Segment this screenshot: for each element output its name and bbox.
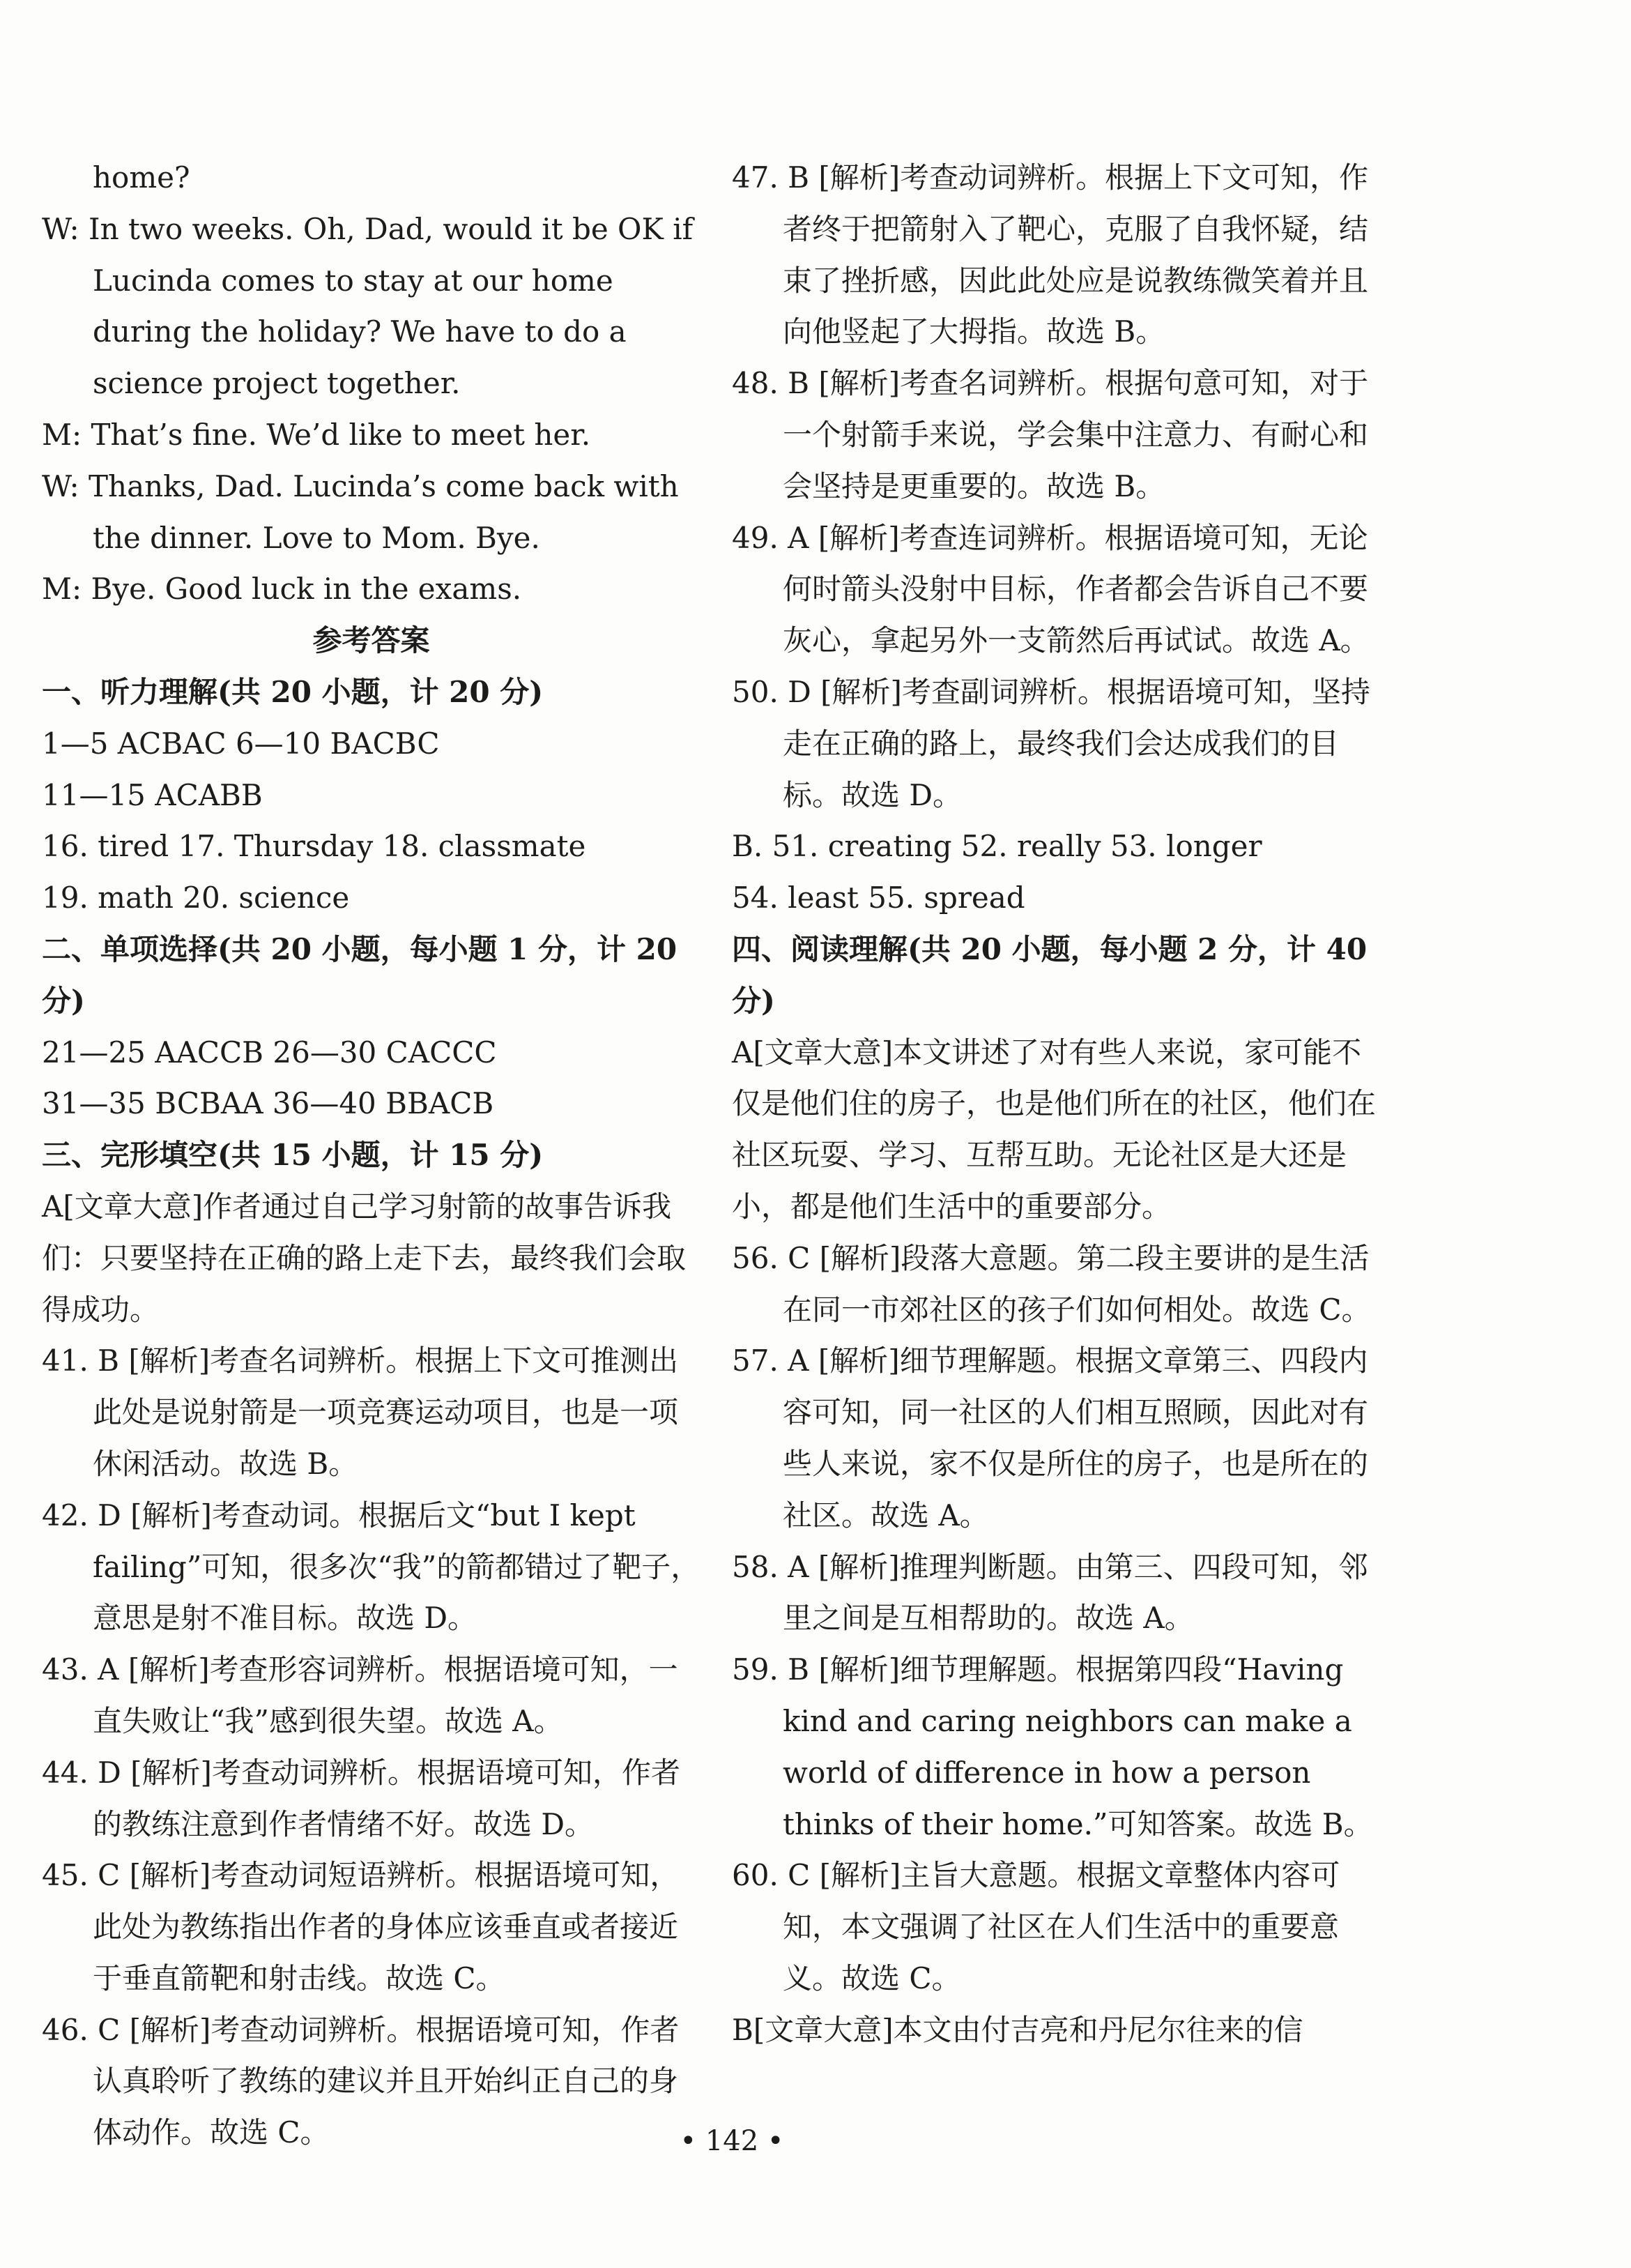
left-line-6: 一、听力理解(共 20 小题，计 20 分) bbox=[42, 674, 544, 709]
left-line-21: 46. C [解析]考查动词辨析。根据语境可知，作者认真聆听了教练的建议并且开始纠正自己的身体动作。故选 C。 bbox=[42, 2012, 680, 2150]
left-line-10: 19. math 20. science bbox=[42, 881, 350, 915]
right-line-0: 47. B [解析]考查动词辨析。根据上下文可知，作者终于把箭射入了靶心，克服了自我怀疑，结束了挫折感，因此此处应是说教练微笑着并且向他竖起了大拇指。故选 B。 bbox=[732, 160, 1369, 349]
right-line-11: 59. B [解析]细节理解题。根据第四段“Having kind and caring neighbors can make a world of difference in how a person thinks of their home.”可知答案。故选 B。 bbox=[732, 1652, 1373, 1841]
left-line-3: W: Thanks, Dad. Lucinda’s come back with the dinner. Love to Mom. Bye. bbox=[42, 469, 679, 555]
left-line-1: W: In two weeks. Oh, Dad, would it be OK if Lucinda comes to stay at our home during the holiday? We have to do a science project together. bbox=[42, 211, 694, 401]
left-line-17: 42. D [解析]考查动词。根据后文“but I kept failing”可知，很多次“我”的箭都错过了靶子，意思是射不准目标。故选 D。 bbox=[42, 1498, 700, 1636]
right-line-10: 58. A [解析]推理判断题。由第三、四段可知，邻里之间是互相帮助的。故选 A。 bbox=[732, 1549, 1368, 1636]
left-line-7: 1—5 ACBAC 6—10 BACBC bbox=[42, 726, 440, 761]
right-line-3: 50. D [解析]考查副词辨析。根据语境可知，坚持走在正确的路上，最终我们会达成我们的目标。故选 D。 bbox=[732, 674, 1370, 812]
right-line-1: 48. B [解析]考查名词辨析。根据句意可知，对于一个射箭手来说，学会集中注意力、有耐心和会坚持是更重要的。故选 B。 bbox=[732, 366, 1369, 503]
left-column bbox=[42, 152, 700, 2159]
left-line-5: 参考答案 bbox=[312, 623, 430, 658]
right-line-4: B. 51. creating 52. really 53. longer bbox=[732, 829, 1262, 864]
left-line-0: home? bbox=[93, 160, 190, 195]
left-line-20: 45. C [解析]考查动词短语辨析。根据语境可知，此处为教练指出作者的身体应该垂直或者接近于垂直箭靶和射击线。故选 C。 bbox=[42, 1858, 680, 1995]
right-line-5: 54. least 55. spread bbox=[732, 881, 1025, 915]
left-line-9: 16. tired 17. Thursday 18. classmate bbox=[42, 829, 586, 864]
left-line-4: M: Bye. Good luck in the exams. bbox=[42, 572, 522, 607]
page-number: • 142 • bbox=[680, 2125, 784, 2157]
left-line-13: 31—35 BCBAA 36—40 BBACB bbox=[42, 1086, 494, 1121]
left-line-11: 二、单项选择(共 20 小题，每小题 1 分，计 20 分) bbox=[42, 931, 677, 1018]
left-line-16: 41. B [解析]考查名词辨析。根据上下文可推测出此处是说射箭是一项竞赛运动项目，也是一项休闲活动。故选 B。 bbox=[42, 1344, 679, 1481]
right-line-9: 57. A [解析]细节理解题。根据文章第三、四段内容可知，同一社区的人们相互照顾，因此对有些人来说，家不仅是所住的房子，也是所在的社区。故选 A。 bbox=[732, 1344, 1369, 1532]
left-line-8: 11—15 ACABB bbox=[42, 777, 263, 812]
right-line-6: 四、阅读理解(共 20 小题，每小题 2 分，计 40 分) bbox=[732, 931, 1368, 1018]
left-line-12: 21—25 AACCB 26—30 CACCC bbox=[42, 1035, 497, 1070]
right-line-8: 56. C [解析]段落大意题。第二段主要讲的是生活在同一市郊社区的孩子们如何相处。故选 C。 bbox=[732, 1240, 1371, 1327]
right-line-7: A[文章大意]本文讲述了对有些人来说，家可能不仅是他们住的房子，也是他们所在的社区，他们在社区玩耍、学习、互帮互助。无论社区是大还是小，都是他们生活中的重要部分。 bbox=[732, 1035, 1377, 1224]
left-line-15: A[文章大意]作者通过自己学习射箭的故事告诉我们：只要坚持在正确的路上走下去，最终我们会取得成功。 bbox=[42, 1189, 687, 1327]
left-line-14: 三、完形填空(共 15 小题，计 15 分) bbox=[42, 1138, 544, 1173]
left-line-2: M: That’s fine. We’d like to meet her. bbox=[42, 417, 591, 452]
left-line-18: 43. A [解析]考查形容词辨析。根据语境可知，一直失败让“我”感到很失望。故选 A。 bbox=[42, 1652, 678, 1738]
right-line-12: 60. C [解析]主旨大意题。根据文章整体内容可知，本文强调了社区在人们生活中的重要意义。故选 C。 bbox=[732, 1858, 1340, 1995]
left-line-19: 44. D [解析]考查动词辨析。根据语境可知，作者的教练注意到作者情绪不好。故选 D。 bbox=[42, 1755, 680, 1841]
right-column bbox=[732, 152, 1391, 2055]
right-line-13: B[文章大意]本文由付吉亮和丹尼尔往来的信 bbox=[732, 2012, 1303, 2047]
right-line-2: 49. A [解析]考查连词辨析。根据语境可知，无论何时箭头没射中目标，作者都会告诉自己不要灰心，拿起另外一支箭然后再试试。故选 A。 bbox=[732, 520, 1370, 658]
